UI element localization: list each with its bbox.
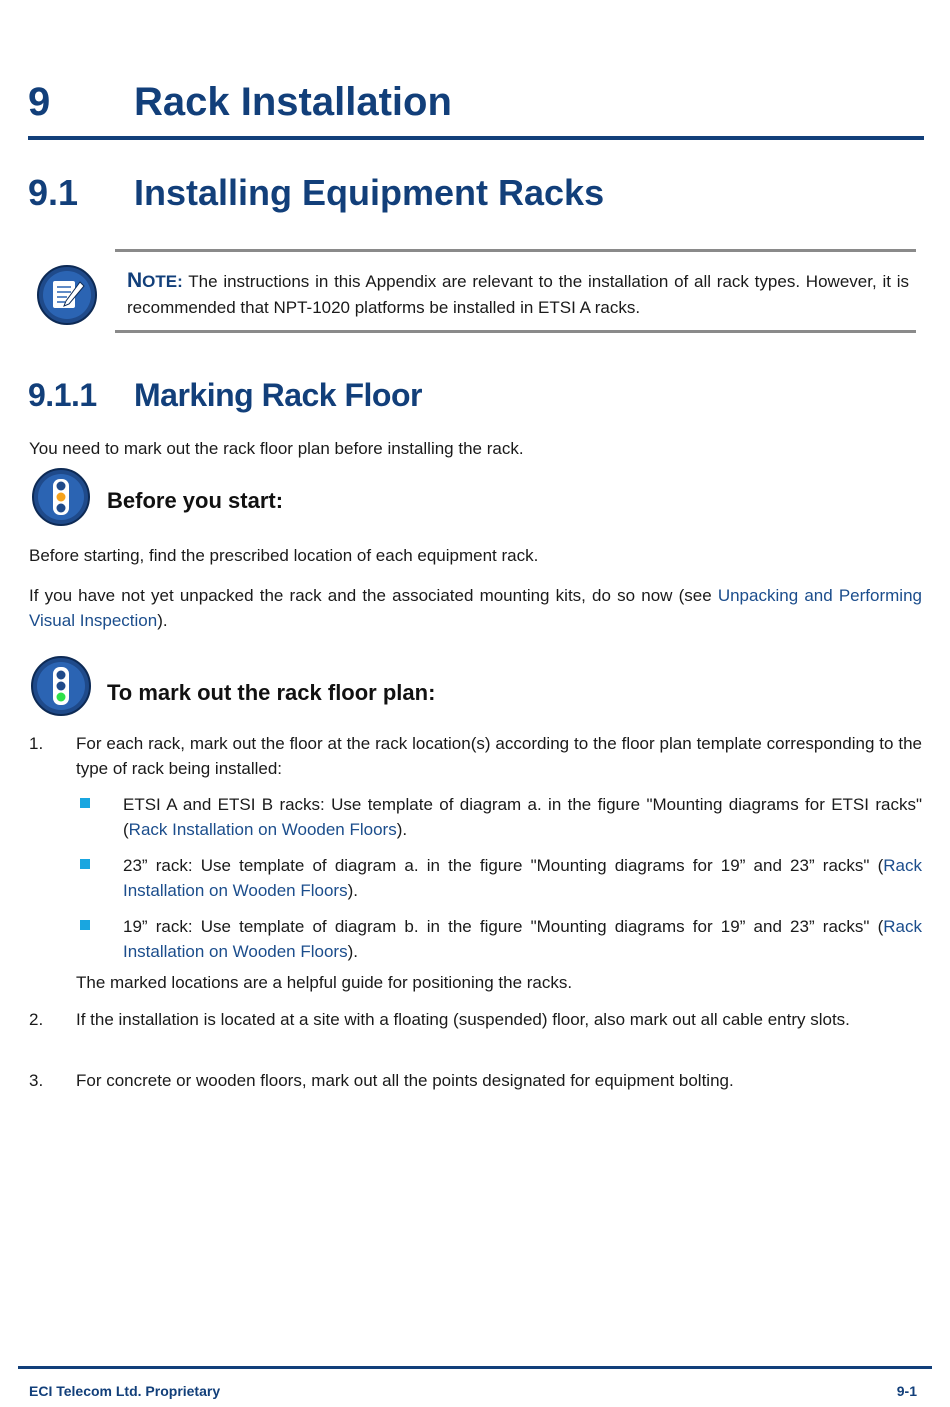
traffic-light-green-icon: [30, 655, 92, 717]
section-heading: [28, 172, 605, 214]
wooden-floors-link[interactable]: Rack Installation on Wooden Floors: [128, 820, 397, 839]
bullet-text: 19” rack: Use template of diagram b. in the figure "Mounting diagrams for 19” and 23” racks" (Rack Installation on Wooden Floors).: [123, 917, 922, 961]
note-box: [115, 249, 916, 333]
note-body: The instructions in this Appendix are relevant to the installation of all rack types. However, it is recommended that NPT-1020 platforms be installed in ETSI A racks.: [127, 272, 909, 317]
bullet-text: ETSI A and ETSI B racks: Use template of diagram a. in the figure "Mounting diagrams for ETSI racks" (Rack Installation on Wooden Floors).: [123, 795, 922, 839]
chapter-heading: [28, 78, 924, 140]
wooden-floors-link[interactable]: Rack Installation on Wooden Floors: [123, 917, 922, 961]
wooden-floors-link[interactable]: Rack Installation on Wooden Floors: [123, 856, 922, 900]
before-start-paragraph-2: If you have not yet unpacked the rack and the associated mounting kits, do so now (see Unpacking and Performing Visual Inspection).: [29, 586, 922, 630]
subsection-number: 9.1.1: [28, 377, 97, 413]
footer-company: ECI Telecom Ltd. Proprietary: [29, 1383, 221, 1399]
traffic-light-amber-icon: [30, 467, 92, 527]
chapter-title: Rack Installation: [134, 80, 452, 124]
step-number: 3.: [29, 1071, 44, 1090]
bullet-text: 23” rack: Use template of diagram a. in the figure "Mounting diagrams for 19” and 23” racks" (Rack Installation on Wooden Floors).: [123, 856, 922, 900]
chapter-number: 9: [28, 80, 51, 124]
intro-paragraph: You need to mark out the rack floor plan before installing the rack.: [29, 439, 524, 458]
note-pencil-icon: [36, 264, 98, 326]
section-title: Installing Equipment Racks: [134, 172, 605, 213]
footer-page-number: 9-1: [896, 1383, 917, 1399]
bullet-marker: [80, 798, 90, 808]
before-start-paragraph-1: Before starting, find the prescribed location of each equipment rack.: [29, 546, 539, 565]
step-number: 1.: [29, 734, 44, 753]
bullet-marker: [80, 920, 90, 930]
step-text: For concrete or wooden floors, mark out all the points designated for equipment bolting.: [76, 1071, 734, 1090]
subsection-title: Marking Rack Floor: [134, 377, 422, 413]
procedure-heading: To mark out the rack floor plan:: [107, 680, 436, 705]
step-text: For each rack, mark out the floor at the rack location(s) according to the floor plan template corresponding to the type of rack being installed:: [76, 734, 922, 778]
note-text: [127, 268, 909, 321]
unpacking-link[interactable]: Unpacking and Performing Visual Inspection: [29, 586, 922, 630]
section-number: 9.1: [28, 172, 79, 213]
step-text: If the installation is located at a site with a floating (suspended) floor, also mark out all cable entry slots.: [76, 1010, 850, 1029]
footer-rule: [18, 1366, 932, 1369]
subsection-heading: [28, 377, 422, 414]
after-bullets-text: The marked locations are a helpful guide for positioning the racks.: [76, 973, 573, 992]
step-number: 2.: [29, 1010, 44, 1029]
bullet-marker: [80, 859, 90, 869]
note-label: NOTE:: [127, 269, 183, 292]
before-start-heading: Before you start:: [107, 488, 284, 513]
